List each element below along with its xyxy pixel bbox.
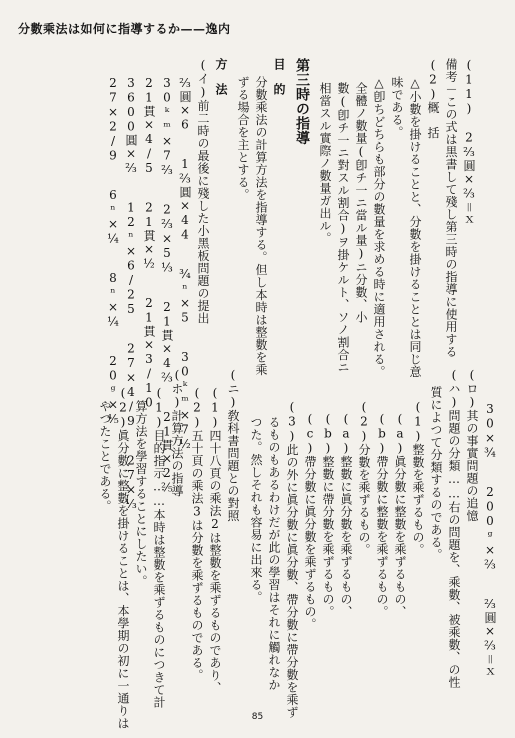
text-column-8: 數(卽チ一ニ對スル割合)ヲ掛ケルト、ソノ割合ニ [336, 82, 350, 374]
text-column-10: 第三時の指導 [294, 58, 310, 145]
text-column-38: (ホ)計算方法の指導 [170, 368, 184, 497]
running-header: 分數乘法は如何に指導するか——逸内 [18, 22, 231, 36]
text-column-12: 分數乘法の計算方法を指導する。但し本時は整數を乘 [254, 76, 268, 376]
text-column-15: (イ)前二時の最後に殘した小黑板問題の提出 [196, 58, 210, 325]
text-column-21: 30×¾ 200ᵍ×⅔ ⅔圓×⅔＝ｘ [483, 402, 497, 678]
text-column-32: (3)此の外に眞分數に眞分數、帶分數に帶分數を乘ず [285, 400, 299, 719]
text-column-35: (ニ)敎科書問題との對照 [226, 368, 240, 522]
text-column-28: (2)分數を乘ずるもの。 [357, 400, 371, 556]
text-column-7: 全體ノ數量(卽チ一ニ當ル量)ニ分數、小 [354, 82, 368, 324]
text-column-42: やつたことである。 [98, 400, 112, 513]
text-column-41: (2)眞分數に整數を掛けることは、本學期の初に一通りは [116, 386, 130, 730]
text-column-23: (ハ)問題の分類……右の問題を、乘數、被乘數、の性 [447, 368, 461, 689]
text-column-11: 目 的 [272, 58, 286, 96]
text-column-18: 21貫×4/5 21貫×½ 21貫×3/10 [142, 76, 156, 410]
text-column-14: 方 法 [214, 58, 228, 96]
text-column-29: (a)整數に眞分數を乘ずるもの、 [339, 412, 353, 618]
text-column-16: ⅔圓×6 1⅔圓×44 ¾ⁿ×5 30ᵏᵐ×7½ [178, 76, 192, 452]
text-column-13: ずる場合を主とする。 [236, 76, 250, 201]
text-column-6: △卽ちどちらも部分の數量を求める時に適用される。 [372, 76, 386, 378]
text-column-40: 算方法を學習することにしたい。 [134, 400, 148, 588]
text-column-26: (a)眞分數に整數を乘ずるもの、 [393, 412, 407, 618]
page-number: 85 [251, 712, 264, 722]
text-column-27: (b)帶分數に整數を乘ずるもの。 [375, 412, 389, 618]
text-column-25: (1)整數を乘ずるもの。 [411, 400, 425, 556]
text-column-2: 備考－この式は黒書して殘し第三時の指導に使用する [444, 58, 458, 358]
text-column-3: (2)概 括 [426, 58, 440, 139]
text-column-19: 3600圓×⅔ 12ⁿ×6/25 27×4/9 27×⅓ [124, 76, 138, 512]
text-column-24: 質によつて分類するのである。 [429, 386, 443, 561]
text-column-22: (ロ)其の事實問題の追憶 [465, 368, 479, 522]
text-column-1: (11) 2⅔圓×⅔＝ｘ [462, 58, 476, 226]
text-column-9: 相當スル實際ノ數量ガ出ル。 [318, 82, 332, 245]
text-column-5: 味である。 [390, 76, 404, 139]
text-column-20: 27×2/9 6ⁿ×¼ 8ⁿ×¼ 20ᵍ×⅘ [106, 76, 120, 427]
text-column-4: △小數を掛けることと、分數を掛けることとは同じ意 [408, 76, 422, 378]
text-column-39: (1)目的指示……本時は整數を乘ずるものにつきて計 [152, 386, 166, 709]
text-column-34: つた。然しそれも容易に出來る。 [249, 416, 263, 604]
text-column-36: (1)四十八頁の乘法2は整數を乘ずるものであり、 [208, 386, 222, 694]
text-column-33: るものもあるわけだが此の學習はそれに觸れなか [267, 416, 281, 691]
text-column-30: (b)整數に帶分數を乘ずるもの。 [321, 412, 335, 618]
text-column-17: 30ᵏᵐ×7⅔ 2⅔×5⅓ 21貫×4⅔ 21貫×2⅖ [160, 76, 174, 495]
text-column-31: (c)帶分數に眞分數を乘ずるもの。 [303, 412, 317, 631]
text-column-37: (2)五十頁の乘法3は分數を乘ずるものである。 [190, 386, 204, 682]
